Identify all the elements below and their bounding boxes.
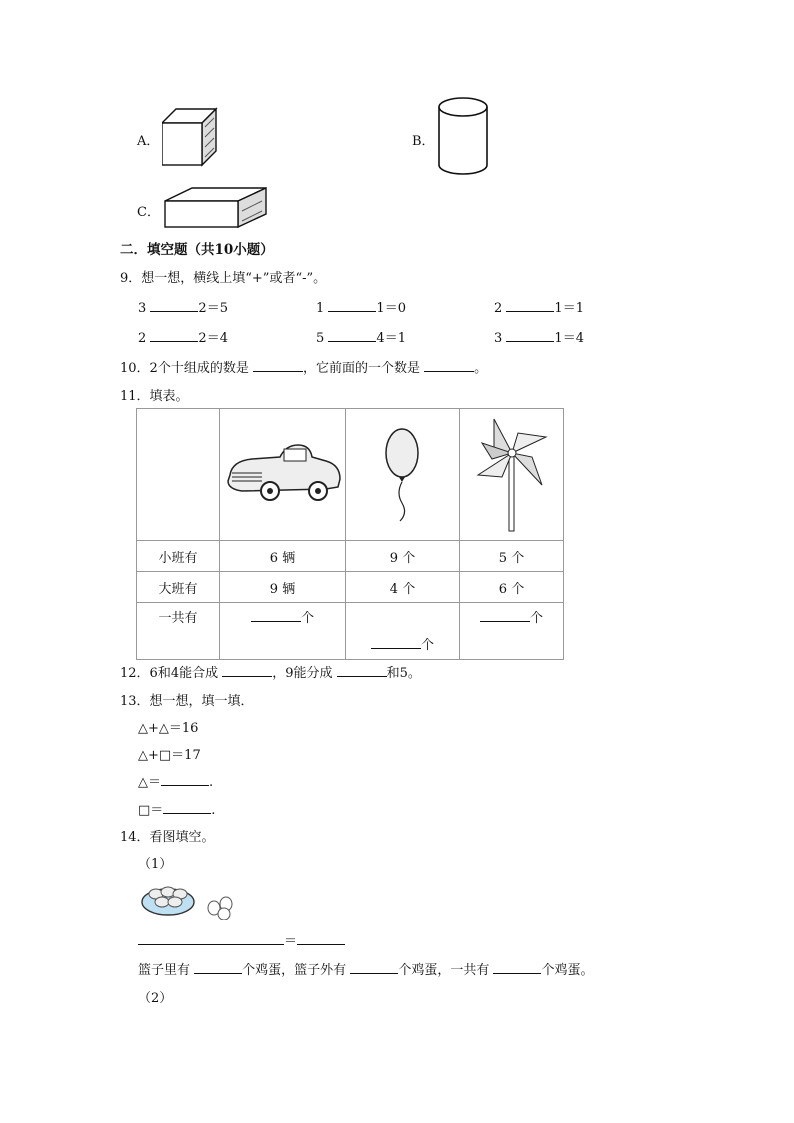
q13-eq1: △+△＝16: [138, 721, 199, 736]
blank[interactable]: [480, 609, 530, 622]
blank[interactable]: [138, 932, 284, 945]
egg-basket-icon: [140, 878, 240, 920]
blank[interactable]: [506, 299, 554, 312]
balloon-cell: [346, 409, 460, 541]
cube-icon: [162, 107, 218, 167]
toy-car-icon: [222, 439, 344, 511]
table-cell: 9 辆: [220, 572, 346, 603]
total-cell: 个: [220, 603, 346, 660]
balloon-icon: [378, 425, 428, 525]
blank[interactable]: [222, 664, 272, 677]
blank[interactable]: [297, 932, 345, 945]
q13-answer-2: □＝ .: [138, 803, 216, 818]
blank[interactable]: [493, 961, 541, 974]
blank[interactable]: [251, 609, 301, 622]
q14-sub1: （1）: [138, 857, 173, 872]
pinwheel-cell: [460, 409, 564, 541]
total-cell: 个: [460, 603, 564, 660]
blank[interactable]: [371, 636, 421, 649]
blank[interactable]: [253, 359, 303, 372]
table-cell: 4 个: [346, 572, 460, 603]
q10: 10．2个十组成的数是 ，它前面的一个数是 。: [120, 361, 488, 376]
blank[interactable]: [328, 329, 376, 342]
q9-prompt: 9．想一想，横线上填“+”或者“-”。: [120, 271, 327, 286]
q14-sub2: （2）: [138, 991, 173, 1006]
blank[interactable]: [194, 961, 242, 974]
table-cell: 9 个: [346, 541, 460, 572]
q9-item-3: 2 1＝1: [494, 301, 584, 316]
toy-car-cell: [220, 409, 346, 541]
table-cell: 5 个: [460, 541, 564, 572]
row-label: 一共有: [137, 603, 220, 660]
blank[interactable]: [350, 961, 398, 974]
row-label: 小班有: [137, 541, 220, 572]
q9-item-2: 1 1＝0: [316, 301, 406, 316]
q14-prompt: 14．看图填空。: [120, 830, 215, 845]
blank[interactable]: [424, 359, 474, 372]
blank[interactable]: [150, 329, 198, 342]
blank[interactable]: [150, 299, 198, 312]
row-label: 大班有: [137, 572, 220, 603]
q13-eq2: △+□＝17: [138, 748, 201, 763]
q11-prompt: 11．填表。: [120, 389, 189, 404]
blank[interactable]: [506, 329, 554, 342]
option-a-label: A．: [137, 134, 160, 149]
option-b-label: B．: [412, 134, 435, 149]
table-corner: [137, 409, 220, 541]
blank[interactable]: [337, 664, 387, 677]
fill-table: [136, 408, 564, 660]
blank[interactable]: [161, 773, 209, 786]
pinwheel-icon: [472, 415, 552, 535]
table-cell: 6 个: [460, 572, 564, 603]
q9-item-1: 3 2＝5: [138, 301, 228, 316]
table-cell: 6 辆: [220, 541, 346, 572]
total-cell: 个: [346, 603, 460, 660]
q9-item-6: 3 1＝4: [494, 331, 584, 346]
section-title: 二．填空题（共10小题）: [120, 242, 274, 258]
q14-sentence: 篮子里有 个鸡蛋，篮子外有 个鸡蛋，一共有 个鸡蛋。: [138, 963, 594, 978]
q9-item-5: 5 4＝1: [316, 331, 406, 346]
q13-prompt: 13．想一想，填一填．: [120, 694, 254, 709]
cuboid-icon: [164, 187, 268, 229]
blank[interactable]: [328, 299, 376, 312]
q12: 12．6和4能合成 ，9能分成 和5。: [120, 666, 421, 681]
q9-item-4: 2 2＝4: [138, 331, 228, 346]
blank[interactable]: [163, 801, 211, 814]
q13-answer-1: △＝ .: [138, 775, 214, 790]
cylinder-icon: [437, 95, 489, 177]
option-c-label: C．: [137, 205, 160, 220]
q14-equation: ＝: [138, 930, 345, 949]
